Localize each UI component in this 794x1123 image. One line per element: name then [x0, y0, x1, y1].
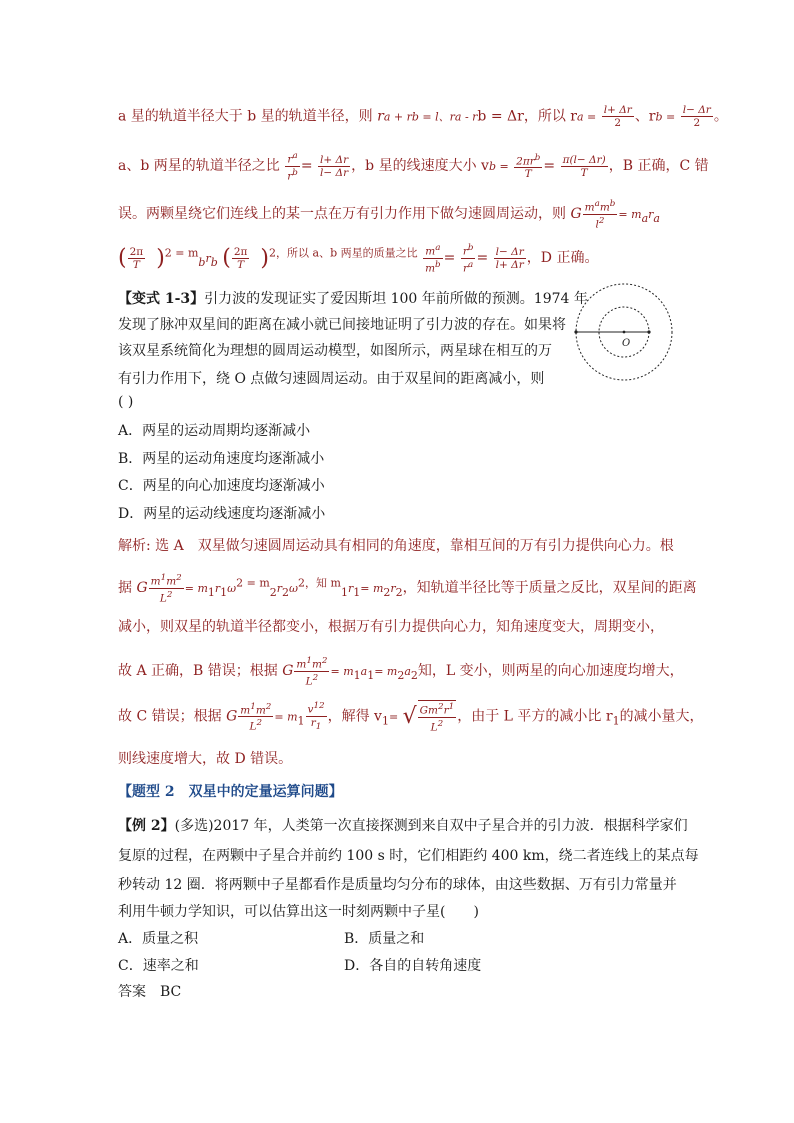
text: =: [388, 710, 399, 724]
text: 2 = m: [164, 246, 199, 260]
right-paren: ): [156, 245, 165, 271]
variant-line-5: [118, 394, 133, 410]
fraction: $\frac{m^1m^2}{L^2}$: [150, 573, 182, 604]
text: 据: [118, 580, 132, 596]
text: = m: [184, 582, 208, 595]
star-right: [647, 330, 650, 333]
fraction: $\frac{l- \Delta r}{2}$: [682, 104, 711, 129]
example-option-d: D．各自的自转角速度: [344, 958, 482, 974]
center-label: O: [622, 338, 631, 349]
analysis-line-5: [118, 700, 704, 733]
text: a、b 两星的轨道半径之比: [118, 158, 280, 174]
variant-line-4: [118, 368, 544, 388]
text: 2: [269, 585, 277, 599]
text: 解析: 选 A 双星做匀速圆周运动具有相同的角速度，靠相互间的万有引力提供向心力。根: [118, 538, 674, 554]
text: ω: [227, 582, 237, 595]
sqrt-sign: √: [402, 704, 417, 729]
analysis-line-6: [118, 748, 292, 768]
text: 的减小量大，: [619, 708, 704, 725]
example-line-3: [118, 874, 677, 894]
text: 2: [282, 585, 290, 599]
text: 1: [207, 585, 215, 599]
text: 【题型 2 双星中的定量运算问题】: [118, 784, 343, 800]
fraction: $\frac{2\pi}{T}$: [233, 245, 248, 271]
text: a: [653, 211, 660, 225]
fraction: $\frac{l+ \Delta r}{2}$: [603, 104, 632, 129]
text: b = l、r: [411, 110, 455, 124]
example-option-a: A．质量之积: [118, 931, 199, 947]
text: a =: [576, 110, 597, 124]
solution-line-2: [118, 150, 709, 182]
analysis-line-2: [118, 572, 697, 604]
variant-line-2: [118, 314, 566, 334]
text: = m: [618, 208, 642, 221]
option-b: B．两星的运动角速度均逐渐减小: [118, 451, 325, 467]
text: G: [226, 708, 238, 725]
text: r: [214, 582, 221, 595]
binary-star-diagram: [572, 280, 676, 384]
text: =: [543, 158, 556, 174]
text: r: [377, 108, 384, 125]
text: a: [404, 665, 411, 678]
text: ，由于 L 平方的减小比 r: [457, 708, 613, 725]
text: 1: [381, 714, 389, 728]
text: r: [205, 252, 211, 265]
fraction: $\frac{m^1m^2}{L^2}$: [240, 701, 272, 733]
text: G: [282, 663, 294, 679]
text: b: [198, 255, 206, 269]
fraction: $\frac{l- \Delta r}{l+ \Delta r}$: [495, 245, 524, 271]
example-option-b: B．质量之和: [344, 931, 425, 947]
text: 2: [397, 668, 405, 682]
text: 该双星系统简化为理想的圆周运动模型，如图所示，两星球在相互的万: [118, 343, 552, 359]
text: ，D 正确。: [526, 250, 599, 266]
text: 知，L 变小，则两星的向心加速度均增大，: [417, 663, 684, 679]
text: ，知轨道半径比等于质量之反比，双星间的距离: [402, 580, 697, 596]
example-answer: 答案 BC: [118, 984, 182, 1000]
center-point: [623, 331, 626, 334]
variant-label: 【变式 1-3】: [118, 291, 205, 307]
text: a 星的轨道半径大于 b 星的轨道半径，则: [118, 108, 373, 125]
fraction: $\frac{\pi(l- \Delta r)}{T}$: [562, 153, 606, 179]
text: 2，知 m: [298, 576, 341, 590]
example-option-c: C．速率之和: [118, 958, 199, 974]
text: a + r: [383, 110, 412, 124]
analysis-line-1: [118, 535, 674, 555]
text: G: [570, 206, 582, 222]
text: b =: [655, 110, 676, 124]
text: 减小，则双星的轨道半径都变小，根据万有引力提供向心力，知角速度变大，周期变小，: [118, 619, 664, 635]
text: = m: [330, 665, 354, 678]
text: 利用牛顿力学知识，可以估算出这一时刻两颗中子星( ): [118, 904, 479, 920]
text: =: [300, 158, 313, 174]
text: a: [360, 665, 368, 678]
fraction: $\frac{m^am^b}{l^2}$: [584, 199, 616, 230]
fraction: $\frac{m^1m^2}{L^2}$: [296, 656, 328, 687]
text: a: [641, 211, 649, 225]
text: 1: [353, 668, 361, 682]
text: 1: [340, 585, 348, 599]
variant-line-3: [118, 340, 552, 360]
text: = m: [274, 710, 298, 724]
text: (多选)2017 年，人类第一次直接探测到来自双中子星合并的引力波．根据科学家们: [174, 818, 688, 834]
text: 1: [220, 585, 228, 599]
solution-line-1: [118, 104, 728, 129]
text: ω: [289, 582, 299, 595]
text: ，b 星的线速度大小 v: [351, 158, 489, 174]
text: 、r: [634, 108, 656, 125]
text: r: [648, 208, 654, 221]
text: b = Δr，所以 r: [477, 108, 577, 125]
text: =: [476, 250, 489, 266]
left-paren: (: [118, 245, 127, 271]
text: 1: [367, 668, 375, 682]
variant-line-1: [118, 288, 588, 308]
text: = m: [360, 582, 384, 595]
fraction: $\frac{2\pi}{T}$: [129, 245, 144, 271]
solution-line-3: [118, 198, 660, 230]
text: 则线速度增大，故 D 错误。: [118, 751, 293, 767]
option-a: A．两星的运动周期均逐渐减小: [118, 423, 311, 439]
text: 1: [353, 585, 361, 599]
option-d: D．两星的运动线速度均逐渐减小: [118, 506, 326, 522]
text: a - r: [454, 110, 478, 124]
text: 2: [410, 668, 418, 682]
example-line-2: [118, 845, 699, 865]
fraction: $\frac{2\pi r^b}{T}$: [516, 152, 541, 181]
text: b: [210, 255, 218, 269]
fraction: $\frac{r^b}{r^a}$: [462, 243, 474, 274]
text: 1: [297, 714, 305, 728]
fraction: $\frac{r^a}{r^b}$: [287, 151, 298, 182]
text: r: [276, 582, 283, 595]
fraction: $\frac{m^a}{m^b}$: [425, 243, 441, 274]
text: r: [390, 582, 396, 595]
text: G: [136, 580, 148, 596]
left-paren: (: [222, 245, 231, 271]
text: = m: [374, 665, 398, 678]
text: 2: [395, 585, 403, 599]
text: 故 A 正确，B 错误；根据: [118, 663, 278, 679]
solution-line-4: [118, 242, 598, 274]
text: ，B 正确，C 错: [608, 158, 709, 174]
option-c: C．两星的向心加速度均逐渐减小: [118, 478, 325, 494]
text: 。: [713, 108, 728, 125]
analysis-line-4: [118, 655, 684, 687]
text: 2 = m: [236, 576, 270, 590]
text: 故 C 错误；根据: [118, 708, 222, 725]
text: 引力波的发现证实了爱因斯坦 100 年前所做的预测。1974 年: [204, 291, 588, 307]
text: 发现了脉冲双星间的距离在减小就已间接地证明了引力波的存在。如果将: [118, 317, 566, 333]
star-left: [574, 330, 577, 333]
text: 秒转动 12 圈．将两颗中子星都看作是质量均匀分布的球体，由这些数据、万有引力常量并: [118, 877, 677, 893]
text: =: [443, 250, 456, 266]
text: 1: [612, 714, 620, 728]
fraction: $\frac{l+ \Delta r}{l- \Delta r}$: [320, 153, 349, 179]
fraction: $\frac{v^{12}}{r_1}$: [307, 701, 325, 732]
text: r: [347, 582, 354, 595]
fraction: $\frac{Gm^2r^1}{L^2}$: [419, 702, 455, 733]
text: ，解得 v: [327, 708, 382, 725]
right-paren: ): [260, 245, 270, 271]
example-label: 【例 2】: [118, 818, 175, 834]
section-title: [118, 781, 343, 801]
text: 复原的过程，在两颗中子星合并前约 100 s 时，它们相距约 400 km，绕二者连线上的某点每: [118, 848, 699, 864]
text: 误。两颗星绕它们连线上的某一点在万有引力作用下做匀速圆周运动，则: [118, 206, 566, 222]
text: 2: [383, 585, 391, 599]
text: 有引力作用下，绕 O 点做匀速圆周运动。由于双星间的距离减小，则: [118, 371, 545, 387]
analysis-line-3: [118, 616, 664, 636]
example-line-1: [118, 815, 688, 835]
example-line-4: [118, 901, 479, 921]
text: b =: [488, 160, 509, 173]
text: ( ): [118, 394, 134, 410]
text: 2，所以 a、b 两星的质量之比: [269, 246, 418, 260]
